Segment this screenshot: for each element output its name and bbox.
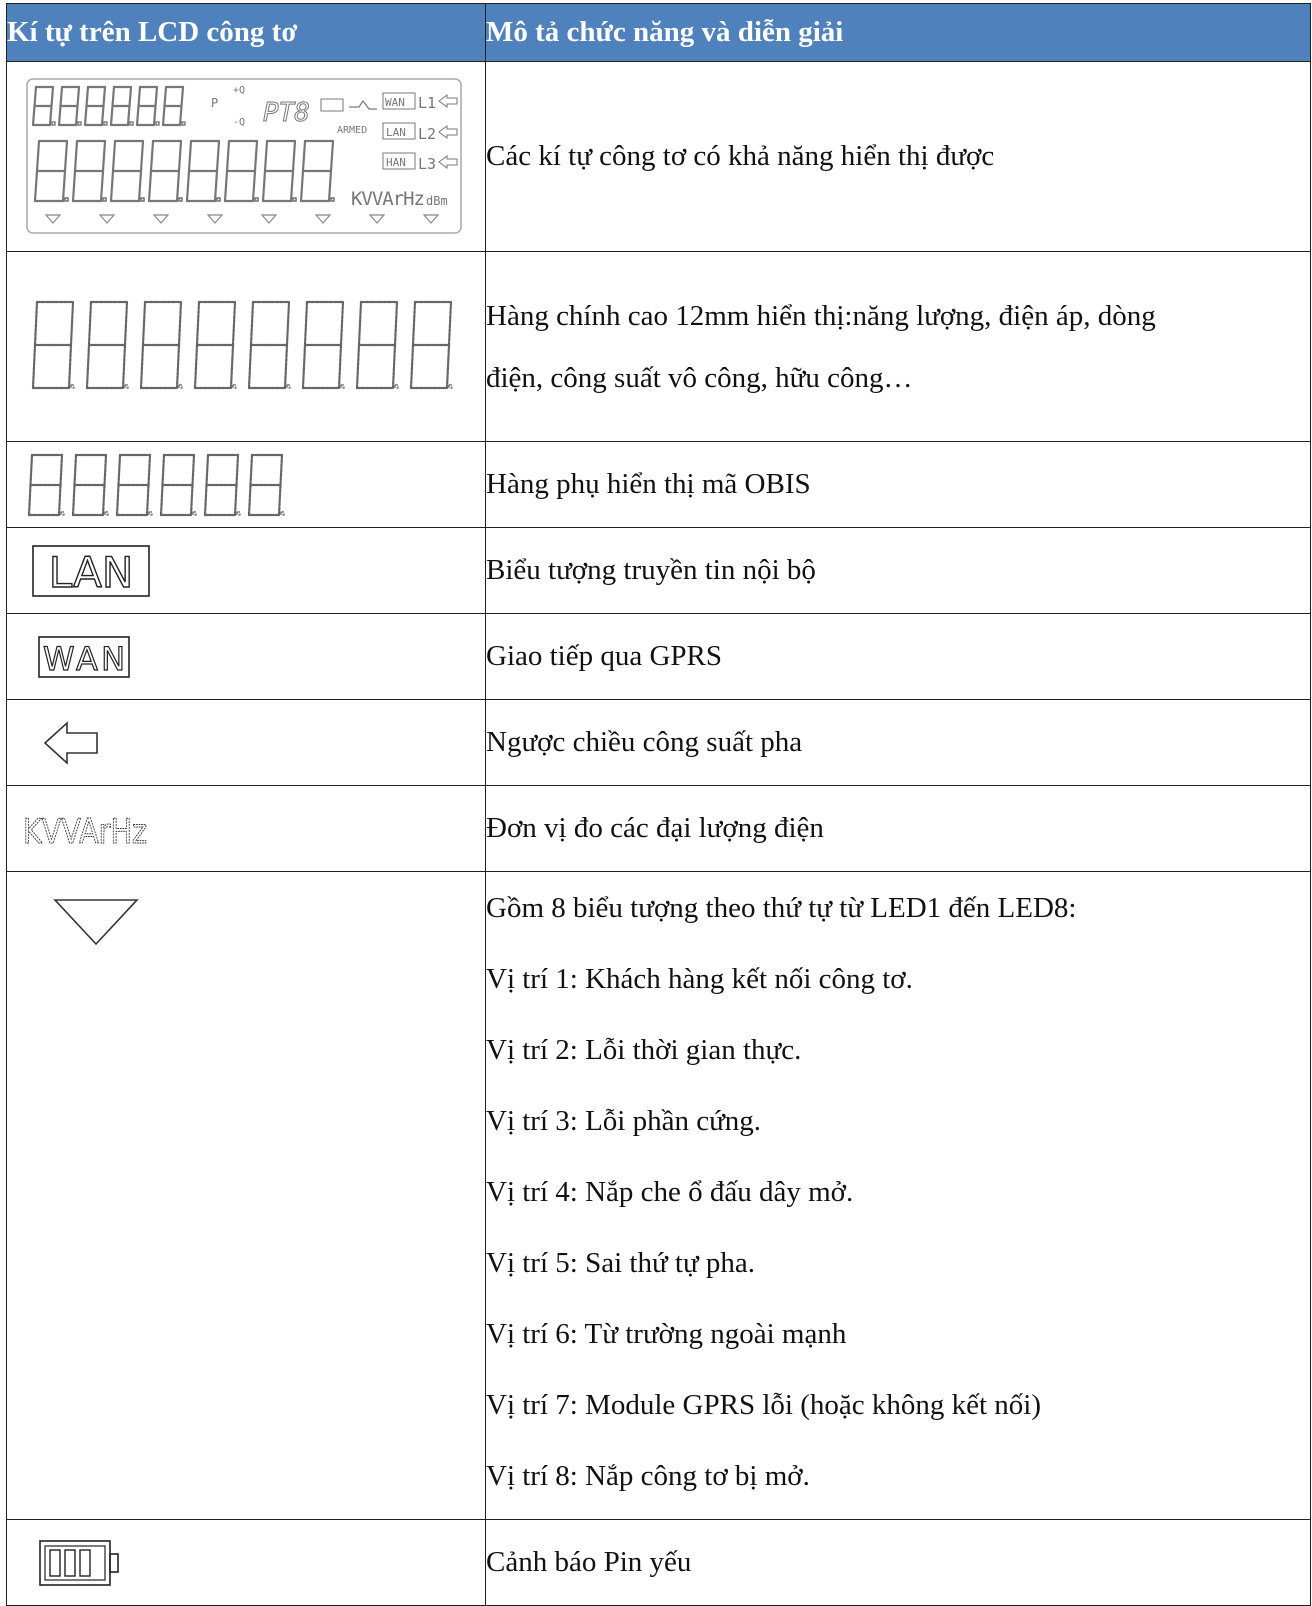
lcd-wan-label: WAN	[385, 95, 405, 109]
lcd-segment	[65, 141, 67, 171]
description-cell	[486, 872, 1311, 1520]
lcd-dot	[182, 122, 185, 125]
lcd-dot	[125, 385, 128, 388]
lcd-segment	[103, 141, 105, 171]
lcd-segment	[265, 141, 267, 171]
lcd-segment	[35, 87, 37, 106]
lcd-segment	[113, 87, 115, 106]
lcd-segment	[117, 485, 119, 515]
lcd-segment	[149, 455, 151, 485]
table-row	[7, 252, 1311, 442]
lcd-segment	[251, 302, 253, 345]
table-row	[7, 1520, 1311, 1606]
lcd-dot	[395, 385, 398, 388]
lcd-l1-label: L1	[418, 93, 437, 112]
lcd-segment	[59, 106, 61, 125]
lcd-dot	[237, 512, 240, 515]
table-header-row	[7, 4, 1311, 62]
lcd-segment	[85, 106, 87, 125]
lcd-segment	[305, 302, 307, 345]
lcd-segment	[103, 485, 105, 515]
lcd-segment	[87, 345, 89, 388]
lcd-dot	[193, 512, 196, 515]
lcd-segment	[87, 87, 89, 106]
lcd-segment	[111, 106, 113, 125]
lcd-segment	[249, 485, 251, 515]
lcd-segment	[75, 455, 77, 485]
lcd-dot	[341, 385, 344, 388]
description-line: Hàng phụ hiển thị mã OBIS	[486, 467, 811, 500]
lcd-segment	[161, 485, 163, 515]
lcd-segment	[69, 345, 71, 388]
icon-cell	[7, 614, 486, 700]
description-cell	[486, 252, 1311, 442]
lan-icon	[31, 543, 155, 599]
lcd-segment	[105, 455, 107, 485]
lcd-segment	[50, 106, 52, 125]
lcd-segment	[187, 171, 189, 201]
lcd-segment	[293, 141, 295, 171]
icon-cell	[7, 1520, 486, 1606]
lcd-segment	[303, 345, 305, 388]
description-line: điện, công suất vô công, hữu công…	[486, 361, 913, 394]
icon-cell	[7, 872, 486, 1520]
lan-icon-text: LAN	[48, 547, 134, 597]
lcd-segment	[102, 106, 104, 125]
full-lcd-panel-icon	[25, 77, 465, 237]
lcd-segment	[59, 485, 61, 515]
lcd-led-triangle	[208, 215, 222, 223]
lcd-dot	[105, 512, 108, 515]
description-cell	[486, 786, 1311, 872]
lcd-segment	[154, 106, 156, 125]
lcd-segment	[143, 302, 145, 345]
lcd-segment	[151, 141, 153, 171]
lcd-dot	[103, 198, 106, 201]
icon-cell	[7, 700, 486, 786]
lcd-segment	[303, 141, 305, 171]
lcd-segment	[163, 455, 165, 485]
lcd-dot	[449, 385, 452, 388]
lcd-segment	[119, 455, 121, 485]
lcd-lan-label: LAN	[386, 125, 406, 139]
lcd-segment	[189, 141, 191, 171]
lcd-segment	[163, 106, 165, 125]
lcd-segment	[449, 302, 451, 345]
table-row	[7, 700, 1311, 786]
lcd-segment	[139, 171, 141, 201]
lcd-segment	[195, 345, 197, 388]
lcd-segment	[123, 345, 125, 388]
description-line: Cảnh báo Pin yếu	[486, 1545, 692, 1578]
lcd-segment	[281, 455, 283, 485]
lcd-segment	[125, 302, 127, 345]
description-line: Các kí tự công tơ có khả năng hiển thị được	[486, 139, 995, 172]
lcd-segment	[395, 302, 397, 345]
lcd-led-triangle	[100, 215, 114, 223]
lcd-dot	[233, 385, 236, 388]
wan-icon	[37, 634, 137, 680]
lcd-dot	[156, 122, 159, 125]
lcd-l3-label: L3	[418, 154, 437, 173]
lcd-segment	[33, 345, 35, 388]
lcd-pt-label: PT8	[263, 97, 310, 128]
lcd-han-label: HAN	[386, 155, 406, 169]
lcd-segment	[139, 87, 141, 106]
lcd-symbol-table	[6, 3, 1311, 1606]
lcd-segment	[207, 455, 209, 485]
lcd-segment	[191, 485, 193, 515]
description-cell	[486, 1520, 1311, 1606]
lcd-led-triangle	[316, 215, 330, 223]
lcd-segment	[63, 171, 65, 201]
description-line: Vị trí 6: Từ trường ngoài mạnh	[486, 1318, 847, 1350]
icon-cell	[7, 442, 486, 528]
lcd-led-triangle	[370, 215, 384, 223]
wan-icon-text: WAN	[43, 639, 125, 678]
description-cell	[486, 614, 1311, 700]
lcd-segment	[215, 171, 217, 201]
description-line: Hàng chính cao 12mm hiển thị:năng lượng, điện áp, dòng	[486, 299, 1156, 332]
description-cell	[486, 700, 1311, 786]
table-row	[7, 62, 1311, 252]
lcd-segment	[61, 87, 63, 106]
lcd-segment	[255, 141, 257, 171]
lcd-segment	[205, 485, 207, 515]
lcd-segment	[291, 171, 293, 201]
table-row	[7, 872, 1311, 1520]
description-cell	[486, 62, 1311, 252]
lcd-segment	[235, 485, 237, 515]
description-line: Vị trí 5: Sai thứ tự pha.	[486, 1247, 756, 1279]
lcd-segment	[141, 141, 143, 171]
description-cell	[486, 528, 1311, 614]
lcd-segment	[279, 485, 281, 515]
lcd-segment	[180, 106, 182, 125]
lcd-dot	[331, 198, 334, 201]
lcd-dot	[141, 198, 144, 201]
lcd-segment	[357, 345, 359, 388]
lcd-led-triangle	[424, 215, 438, 223]
lcd-segment	[78, 87, 80, 106]
units-icon	[21, 805, 161, 853]
table-row	[7, 786, 1311, 872]
lcd-dot	[104, 122, 107, 125]
lcd-segment	[411, 345, 413, 388]
lcd-dot	[52, 122, 55, 125]
description-line: Vị trí 4: Nắp che ổ đấu dây mở.	[486, 1176, 854, 1208]
description-line: Vị trí 7: Module GPRS lỗi (hoặc không kết nối)	[486, 1389, 1041, 1421]
led-triangle-icon	[51, 892, 151, 952]
lcd-segment	[71, 302, 73, 345]
lcd-segment	[413, 302, 415, 345]
description-line: Ngược chiều công suất pha	[486, 725, 803, 758]
lcd-segment	[141, 345, 143, 388]
icon-cell	[7, 786, 486, 872]
lcd-segment	[225, 171, 227, 201]
lcd-segment	[113, 141, 115, 171]
lcd-segment	[193, 455, 195, 485]
lcd-segment	[37, 141, 39, 171]
lcd-segment	[75, 141, 77, 171]
icon-cell	[7, 252, 486, 442]
lcd-segment	[231, 345, 233, 388]
lcd-segment	[237, 455, 239, 485]
lcd-segment	[35, 302, 37, 345]
lcd-segment	[447, 345, 449, 388]
lcd-segment	[341, 302, 343, 345]
lcd-segment	[76, 106, 78, 125]
lcd-segment	[301, 171, 303, 201]
description-line: Gồm 8 biểu tượng theo thứ tự từ LED1 đến LED8:	[486, 892, 1077, 924]
lcd-segment	[61, 455, 63, 485]
lcd-segment	[217, 141, 219, 171]
lcd-segment	[130, 87, 132, 106]
lcd-dot	[71, 385, 74, 388]
lcd-dbm-label: dBm	[426, 193, 448, 208]
lcd-led-triangle	[262, 215, 276, 223]
lcd-segment	[177, 171, 179, 201]
lcd-segment	[339, 345, 341, 388]
lcd-q-plus-label: +Q	[233, 84, 246, 96]
lcd-segment	[329, 171, 331, 201]
lcd-dot	[149, 512, 152, 515]
lcd-segment	[227, 141, 229, 171]
lcd-segment	[52, 87, 54, 106]
lcd-segment	[263, 171, 265, 201]
lcd-segment	[73, 171, 75, 201]
lcd-dot	[281, 512, 284, 515]
lcd-units-label: KVVArHz	[351, 187, 425, 210]
lcd-segment	[35, 171, 37, 201]
lcd-led-triangle	[46, 215, 60, 223]
lcd-dot	[78, 122, 81, 125]
lcd-segment	[147, 485, 149, 515]
lcd-segment	[249, 345, 251, 388]
lcd-segment	[287, 302, 289, 345]
lcd-q-minus-label: -Q	[233, 116, 246, 128]
lcd-segment	[197, 302, 199, 345]
lcd-segment	[179, 302, 181, 345]
lcd-segment	[89, 302, 91, 345]
lcd-dot	[287, 385, 290, 388]
lcd-led-triangle	[154, 215, 168, 223]
lcd-segment	[137, 106, 139, 125]
lcd-segment	[149, 171, 151, 201]
lcd-segment	[33, 106, 35, 125]
lcd-segment	[73, 485, 75, 515]
description-line: Giao tiếp qua GPRS	[486, 639, 723, 672]
lcd-segment	[182, 87, 184, 106]
table-row	[7, 614, 1311, 700]
lcd-dot	[61, 512, 64, 515]
header-lcd-symbol: Kí tự trên LCD công tơ	[7, 4, 486, 62]
lcd-segment	[29, 485, 31, 515]
lcd-segment	[359, 302, 361, 345]
lcd-segment	[285, 345, 287, 388]
lcd-segment	[393, 345, 395, 388]
reverse-arrow-icon	[41, 718, 111, 768]
lcd-segment	[251, 455, 253, 485]
lcd-segment	[104, 87, 106, 106]
lcd-dot	[179, 198, 182, 201]
lcd-segment	[179, 141, 181, 171]
lcd-dot	[255, 198, 258, 201]
header-description: Mô tả chức năng và diễn giải	[486, 4, 1311, 62]
lcd-segment	[111, 171, 113, 201]
lcd-l2-label: L2	[418, 124, 437, 143]
icon-cell	[7, 528, 486, 614]
description-line: Đơn vị đo các đại lượng điện	[486, 811, 824, 844]
battery-icon	[37, 1535, 127, 1591]
description-line: Vị trí 8: Nắp công tơ bị mở.	[486, 1460, 810, 1492]
sub-row-digits-icon	[23, 447, 303, 523]
lcd-segment	[253, 171, 255, 201]
description-line: Vị trí 1: Khách hàng kết nối công tơ.	[486, 963, 913, 995]
icon-cell	[7, 62, 486, 252]
lcd-segment	[31, 455, 33, 485]
lcd-armed-label: ARMED	[337, 124, 368, 136]
description-cell	[486, 442, 1311, 528]
lcd-segment	[233, 302, 235, 345]
lcd-p-label: P	[211, 95, 219, 110]
lcd-segment	[156, 87, 158, 106]
description-line: Vị trí 3: Lỗi phần cứng.	[486, 1105, 762, 1137]
lcd-segment	[165, 87, 167, 106]
lcd-dot	[65, 198, 68, 201]
lcd-dot	[217, 198, 220, 201]
table-row	[7, 528, 1311, 614]
lcd-dot	[130, 122, 133, 125]
lcd-segment	[128, 106, 130, 125]
lcd-segment	[177, 345, 179, 388]
table-row	[7, 442, 1311, 528]
description-line: Biểu tượng truyền tin nội bộ	[486, 553, 816, 586]
description-line: Vị trí 2: Lỗi thời gian thực.	[486, 1034, 802, 1066]
units-icon-text: KVVArHz	[23, 811, 147, 852]
lcd-segment	[331, 141, 333, 171]
lcd-dot	[179, 385, 182, 388]
lcd-dot	[293, 198, 296, 201]
lcd-segment	[101, 171, 103, 201]
main-row-digits-icon	[25, 292, 465, 402]
